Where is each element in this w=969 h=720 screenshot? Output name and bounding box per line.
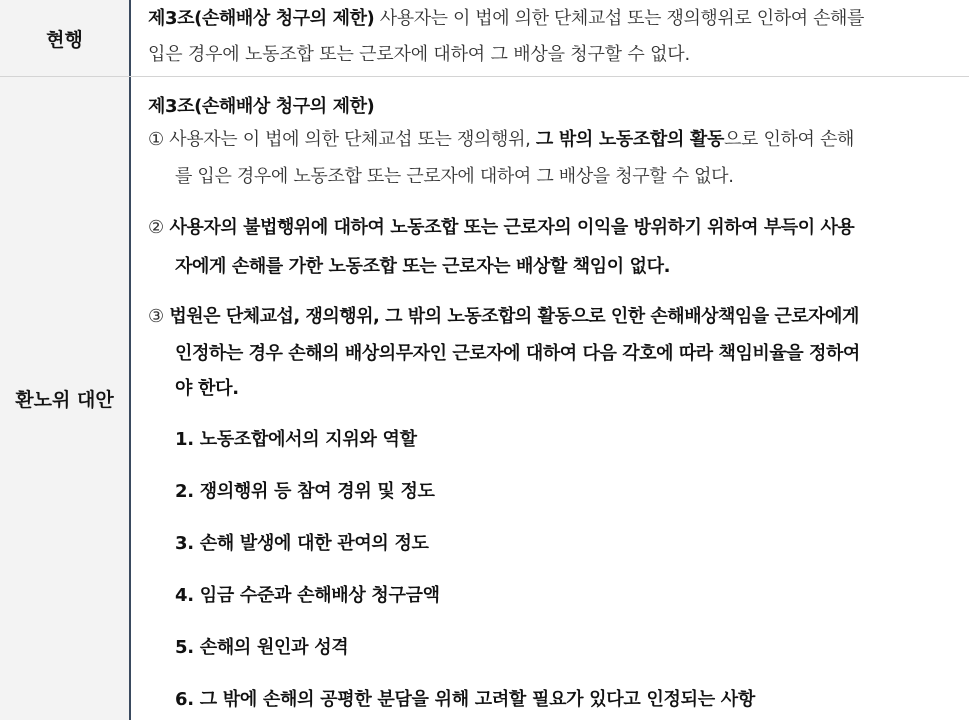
content-current xyxy=(131,0,969,76)
p3-num: ③ xyxy=(148,306,164,327)
label-current: 현행 xyxy=(0,0,131,76)
p1-text-a: 사용자는 이 법에 의한 단체교섭 또는 쟁의행위, xyxy=(163,129,536,150)
p2-line-1 xyxy=(148,213,854,239)
p1-text-bold: 그 밖의 노동조합의 활동 xyxy=(535,129,725,150)
row-current xyxy=(0,0,969,77)
p3-line-2: 인정하는 경우 손해의 배상의무자인 근로자에 대하여 다음 각호에 따라 책임비율을 정하여 xyxy=(175,343,860,364)
p1-line-2: 를 입은 경우에 노동조합 또는 근로자에 대하여 그 배상을 청구할 수 없다. xyxy=(175,166,734,187)
p3-line-3: 야 한다. xyxy=(175,378,239,399)
item-3: 3. 손해 발생에 대한 관여의 정도 xyxy=(175,533,429,554)
current-text-1: 사용자는 이 법에 의한 단체교섭 또는 쟁의행위로 인하여 손해를 xyxy=(374,8,864,29)
label-proposal: 환노위 대안 xyxy=(0,77,131,720)
current-line-2: 입은 경우에 노동조합 또는 근로자에 대하여 그 배상을 청구할 수 없다. xyxy=(148,44,690,65)
item-5: 5. 손해의 원인과 성격 xyxy=(175,637,349,658)
current-line-1 xyxy=(148,4,864,30)
content-proposal xyxy=(131,77,969,720)
current-article-title: 제3조(손해배상 청구의 제한) xyxy=(148,8,375,29)
item-6: 6. 그 밖에 손해의 공평한 분담을 위해 고려할 필요가 있다고 인정되는 사항 xyxy=(175,689,755,710)
p1-num: ① xyxy=(148,129,164,150)
item-2: 2. 쟁의행위 등 참여 경위 및 정도 xyxy=(175,481,435,502)
p2-text-1: 사용자의 불법행위에 대하여 노동조합 또는 근로자의 이익을 방위하기 위하여 부득이 사용 xyxy=(163,217,855,238)
p2-line-2: 자에게 손해를 가한 노동조합 또는 근로자는 배상할 책임이 없다. xyxy=(175,256,671,277)
proposal-article-title: 제3조(손해배상 청구의 제한) xyxy=(148,96,375,117)
p2-num: ② xyxy=(148,217,164,238)
row-proposal xyxy=(0,77,969,720)
p3-text-1: 법원은 단체교섭, 쟁의행위, 그 밖의 노동조합의 활동으로 인한 손해배상책임을 근로자에게 xyxy=(163,306,859,327)
p3-line-1 xyxy=(148,302,859,328)
p1-text-c: 으로 인하여 손해 xyxy=(724,129,855,150)
p1-line-1 xyxy=(148,125,854,151)
item-4: 4. 임금 수준과 손해배상 청구금액 xyxy=(175,585,440,606)
item-1: 1. 노동조합에서의 지위와 역할 xyxy=(175,429,417,450)
